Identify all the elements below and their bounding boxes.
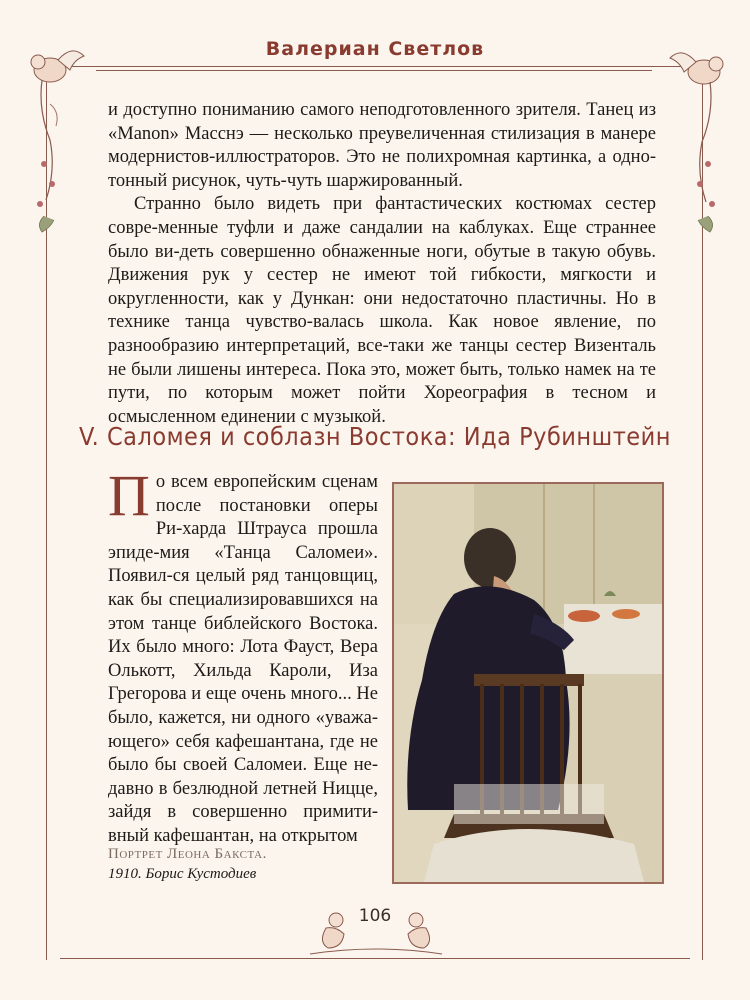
section-title: V. Саломея и соблазн Востока: Ида Рубинштейн bbox=[79, 422, 671, 451]
page-number: 106 bbox=[358, 906, 392, 926]
drop-cap: П bbox=[108, 463, 150, 528]
caption-title: Портрет Леона Бакста. bbox=[108, 846, 267, 862]
section-text bbox=[108, 463, 378, 849]
cherub-ornament-right-icon bbox=[648, 44, 740, 234]
running-title: Валериан Светлов bbox=[265, 38, 485, 60]
body-text bbox=[108, 99, 656, 429]
section-paragraph: о всем европейским сценам после постановки оперы Ри-харда Штрауса прошла эпиде-мия «Танца Саломеи». Появил-ся целый ряд танцовщиц, как бы специализировавшихся на этом танце библейского Востока. Их было много: Лота Фауст, Вера Олькотт, Хильда Кароли, Иза Грегорова и еще очень много... Не было, кажется, ни одного «уважа-ющего» себя кафешантана, где не было бы своей Саломеи. Еще не-давно в безлюдной летней Ницце, зайдя в совершенно примити-вный кафешантан, на открытом bbox=[108, 472, 378, 846]
caption-credit: 1910. Борис Кустодиев bbox=[108, 866, 257, 882]
frame-top-line bbox=[58, 66, 690, 67]
cherub-ornament-left-icon bbox=[14, 44, 106, 234]
image-caption bbox=[108, 844, 267, 884]
paragraph: и доступно пониманию самого неподготовленного зрителя. Танец из «Manon» Масснэ — несколько преувеличенная стилизация в манере модернистов-иллюстраторов. Это не полихромная картинка, а одно-тонный рисунок, чуть-чуть шаржированный. bbox=[108, 100, 656, 191]
portrait-painting bbox=[392, 482, 664, 884]
paragraph: Странно было видеть при фантастических костюмах сестер совре-менные туфли и даже сандалии на каблуках. Еще страннее было ви-деть совершенно обнаженные ноги, обутые в такую обувь. Движения рук у сестер не имеют той гибкости, мягкости и округленности, как у Дункан: они недостаточно пластичны. Но в технике танца чувство-валась школа. Как новое явление, по разнообразию интерпретаций, все-таки же танцы сестер Визенталь не были лишены интереса. Пока это, может быть, только намек на те пути, по которым может пойти Хореография в тесном и осмысленном единении с музыкой. bbox=[108, 194, 656, 427]
frame-top-line-inner bbox=[96, 70, 652, 71]
